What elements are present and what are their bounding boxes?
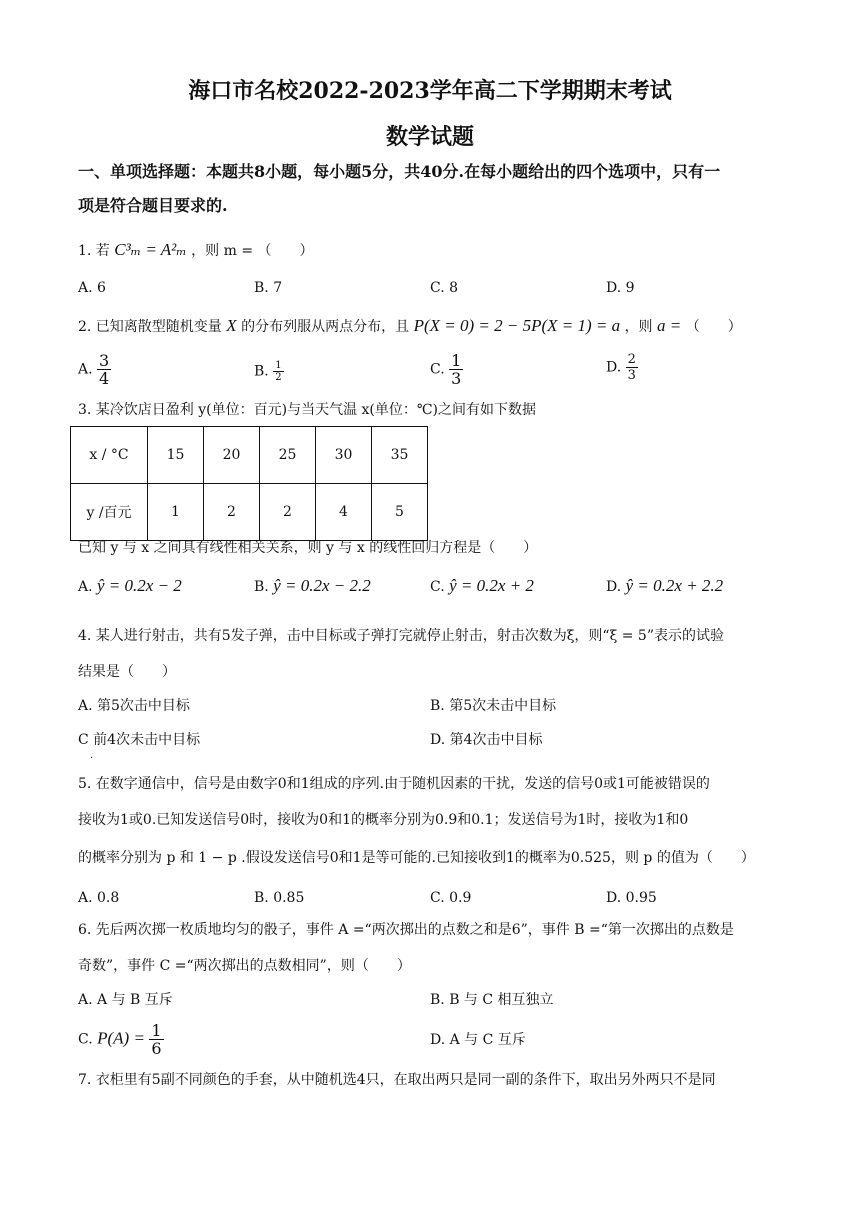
- q1-prefix: 1. 若: [78, 243, 110, 259]
- table-header-y: y /百元: [71, 484, 148, 541]
- q2-expression: P(X = 0) = 2 − 5P(X = 1) = a: [413, 316, 621, 335]
- q2-option-a-label: A.: [78, 361, 93, 378]
- section1-heading-line1: 一、单项选择题：本题共8小题，每小题5分，共40分.在每小题给出的四个选项中，只有一: [78, 162, 721, 181]
- q2-option-c-label: C.: [430, 361, 445, 378]
- q2-var: X: [226, 316, 237, 335]
- q5-option-b: B. 0.85: [254, 890, 305, 906]
- q2-option-b: [254, 360, 284, 383]
- q5-stem-line1: 5. 在数字通信中，信号是由数字0和1组成的序列.由于随机因素的干扰，发送的信号0或1可能被错误的: [78, 776, 710, 792]
- q2-option-d-label: D.: [606, 359, 622, 376]
- table-cell: 5: [372, 484, 428, 541]
- q2-option-d: [606, 352, 638, 383]
- q2-option-c: [430, 352, 463, 387]
- q2-option-a-fraction: [97, 352, 111, 387]
- q3-option-b: [254, 576, 371, 597]
- q4-option-a: A. 第5次击中目标: [78, 698, 190, 714]
- table-row: [71, 427, 428, 484]
- table-cell: 35: [372, 427, 428, 484]
- q3-option-a-expr: ŷ = 0.2x − 2: [97, 576, 182, 595]
- q1-option-c: C. 8: [430, 280, 459, 296]
- q6-option-c-fraction: [149, 1022, 163, 1057]
- denominator: 3: [627, 368, 636, 383]
- q1-option-d: D. 9: [606, 280, 635, 296]
- q2-expression2: a =: [657, 316, 682, 335]
- denominator: 3: [451, 369, 462, 388]
- q2-stem: [78, 316, 742, 337]
- table-cell: 2: [260, 484, 316, 541]
- q1-expression: C³ₘ = A²ₘ: [114, 240, 187, 259]
- q6-option-c-label: C.: [78, 1031, 93, 1048]
- q3-option-a: [78, 576, 182, 597]
- q7-stem-line1: 7. 衣柜里有5副不同颜色的手套，从中随机选4只，在取出两只是同一副的条件下，取出另外两只不是同: [78, 1072, 716, 1088]
- q2-option-b-fraction: [273, 360, 283, 383]
- q4-option-c: C 前4次未击中目标: [78, 732, 201, 748]
- section1-heading-line2: 项是符合题目要求的.: [78, 196, 228, 215]
- q5-stem-line2: 接收为1或0.已知发送信号0时，接收为0和1的概率分别为0.9和0.1；发送信号为1时，接收为1和0: [78, 812, 689, 828]
- q3-option-d-expr: ŷ = 0.2x + 2.2: [625, 576, 724, 595]
- q3-option-b-expr: ŷ = 0.2x − 2.2: [273, 576, 371, 595]
- q3-option-b-label: B.: [254, 579, 269, 595]
- q3-option-d-label: D.: [606, 579, 622, 595]
- denominator: 2: [275, 372, 282, 383]
- table-cell: 2: [204, 484, 260, 541]
- q1-option-a: A. 6: [78, 280, 106, 296]
- q2-option-d-fraction: [626, 352, 638, 383]
- table-cell: 1: [148, 484, 204, 541]
- q3-option-a-label: A.: [78, 579, 93, 595]
- q3-stem: 3. 某冷饮店日盈利 y(单位：百元)与当天气温 x(单位：℃)之间有如下数据: [78, 402, 537, 418]
- numerator: 1: [151, 1021, 162, 1040]
- table-cell: 20: [204, 427, 260, 484]
- q2-option-b-label: B.: [254, 363, 269, 380]
- table-row: [71, 484, 428, 541]
- numerator: 3: [99, 351, 110, 370]
- q6-option-b: B. B 与 C 相互独立: [430, 992, 554, 1008]
- q3-option-c-expr: ŷ = 0.2x + 2: [449, 576, 534, 595]
- q6-option-c: [78, 1022, 164, 1057]
- denominator: 4: [99, 369, 110, 388]
- table-cell: 25: [260, 427, 316, 484]
- numerator: 2: [627, 352, 636, 367]
- q6-option-d: D. A 与 C 互斥: [430, 1032, 526, 1048]
- table-header-x: x / °C: [71, 427, 148, 484]
- table-cell: 15: [148, 427, 204, 484]
- q6-option-c-expr: P(A) =: [97, 1028, 145, 1048]
- q6-option-a: A. A 与 B 互斥: [78, 992, 173, 1008]
- exam-title: 海口市名校2022-2023学年高二下学期期末考试: [188, 78, 672, 104]
- q2-stem-a: 2. 已知离散型随机变量: [78, 319, 222, 335]
- denominator: 6: [151, 1039, 162, 1058]
- exam-subtitle: 数学试题: [385, 124, 474, 150]
- q1-suffix: ，则 m = （ ）: [191, 243, 314, 259]
- q6-stem-line1: 6. 先后两次掷一枚质地均匀的骰子，事件 A =“两次掷出的点数之和是6”，事件 B =“第一次掷出的点数是: [78, 922, 734, 938]
- q3-option-c-label: C.: [430, 579, 445, 595]
- table-cell: 4: [316, 484, 372, 541]
- q3-data-table: [70, 426, 428, 541]
- q1-option-b: B. 7: [254, 280, 283, 296]
- q4-stem-line2: 结果是（ ）: [78, 664, 176, 680]
- q4-option-c-dot: .: [90, 750, 94, 761]
- q5-option-c: C. 0.9: [430, 890, 472, 906]
- q2-option-a: [78, 352, 111, 387]
- q2-stem-c: ，则: [624, 319, 653, 335]
- q4-option-b: B. 第5次未击中目标: [430, 698, 557, 714]
- q2-stem-d: （ ）: [685, 319, 742, 335]
- q5-option-a: A. 0.8: [78, 890, 120, 906]
- q5-option-d: D. 0.95: [606, 890, 657, 906]
- q2-option-c-fraction: [449, 352, 463, 387]
- table-cell: 30: [316, 427, 372, 484]
- q1-stem: [78, 240, 314, 261]
- q4-stem-line1: 4. 某人进行射击，共有5发子弹，击中目标或子弹打完就停止射击，射击次数为ξ，则“ξ = 5”表示的试验: [78, 628, 724, 644]
- q6-stem-line2: 奇数”，事件 C =“两次掷出的点数相同”，则（ ）: [78, 958, 411, 974]
- q3-option-c: [430, 576, 534, 597]
- numerator: 1: [451, 351, 462, 370]
- q5-stem-line3: 的概率分别为 p 和 1 − p .假设发送信号0和1是等可能的.已知接收到1的概率为0.525，则 p 的值为（ ）: [78, 850, 755, 866]
- q4-option-d: D. 第4次击中目标: [430, 732, 543, 748]
- q3-option-d: [606, 576, 723, 597]
- q3-stem2: 已知 y 与 x 之间具有线性相关关系，则 y 与 x 的线性回归方程是（ ）: [78, 540, 538, 556]
- q2-stem-b: 的分布列服从两点分布，且: [241, 319, 410, 335]
- numerator: 1: [275, 360, 282, 371]
